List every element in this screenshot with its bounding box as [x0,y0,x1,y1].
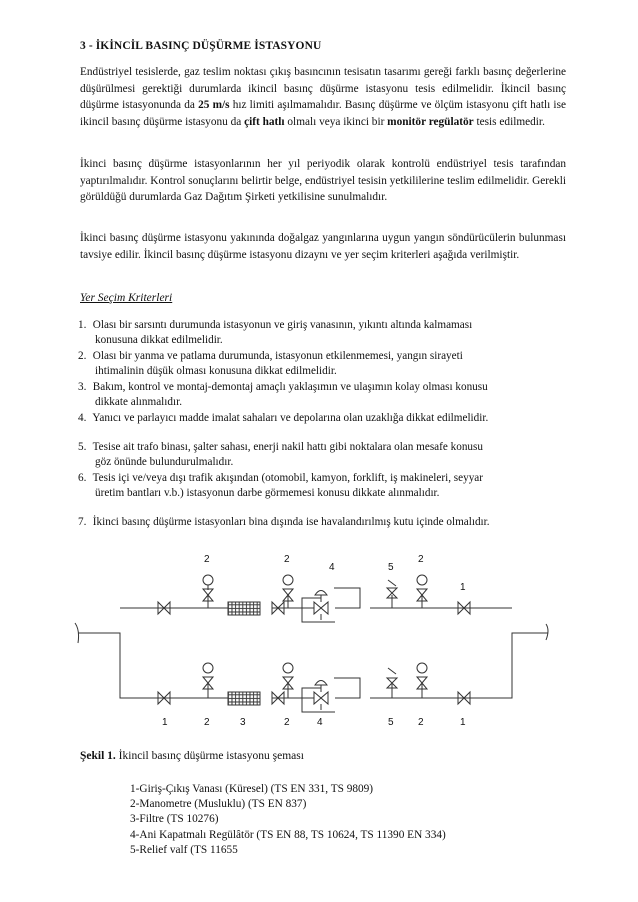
p1-bold-double-line: çift hatlı [244,115,285,128]
criterion-6 [78,471,566,501]
criterion-2 [78,349,566,379]
outlet-pipe [478,608,548,698]
inlet-pipe [75,608,158,698]
legend-item: 2-Manometre (Musluklu) (TS EN 837) [130,798,307,811]
bottom-label: 2 [418,717,424,728]
top-label: 2 [204,554,210,565]
top-label: 1 [460,582,466,593]
paragraph-2: İkinci basınç düşürme istasyonlarının her yıl periyodik olarak kontrolü endüstriyel tesis tarafından yaptırılmalıdır. Kontrol sonuçlarını belirtir belge, endüstriyel tesisin yetkililerine teslim edilmelidir. Gerekli görüldüğü durumlarda Gaz Dağıtım Şirketi yetkilisine sunulmalıdır. [80,158,566,204]
p1-bold-monitor: monitör regülatör [387,115,474,128]
criterion-text: Tesis içi ve/veya dışı trafik akışından (otomobil, kamyon, forklift, iş makineleri, seyyar [92,472,483,484]
criterion-7 [78,515,566,530]
bottom-line [158,663,478,712]
criterion-text-cont: ihtimalinin düşük olması konusuna dikkat edilmelidir. [95,365,337,378]
top-label: 4 [329,562,335,573]
criterion-1 [78,318,566,348]
criterion-number: 5. [78,441,87,453]
p1-text-4: tesis edilmedir. [473,115,545,128]
criterion-text: Bakım, kontrol ve montaj-demontaj amaçlı yaklaşımın ve ulaşımın kolay olması konusu [92,381,488,393]
figure-legend [130,782,446,858]
criterion-text-cont: göz önünde bulundurulmalıdır. [95,456,234,469]
filter-symbol [228,602,260,615]
legend-item: 3-Filtre (TS 10276) [130,813,219,826]
criterion-5 [78,440,566,470]
paragraph-1 [80,64,566,130]
criterion-text: Yanıcı ve parlayıcı madde imalat sahaları ve depolarına olan uzaklığa dikkat edilmelidir. [92,412,489,424]
figure-caption [80,750,304,762]
criterion-text: Tesise ait trafo binası, şalter sahası, enerji nakil hattı gibi noktalara olan mesafe konusu [92,441,483,453]
bottom-label: 1 [460,717,466,728]
criterion-text-cont: dikkate alınmalıdır. [95,396,182,409]
top-label: 2 [418,554,424,565]
criterion-number: 2. [78,350,87,362]
p1-text-1: Endüstriyel tesislerde, gaz teslim noktası çıkış basıncının tesisatın tasarımı gereği farklı basınç değerlerine düşürülmesi gerektiği durumlarda ikincil basınç düşürme istasyonu tesis edilmelidir. İkincil basınç düşürme istasyonunda da [80,66,566,112]
top-label: 2 [284,554,290,565]
bottom-label: 2 [204,717,210,728]
legend-item: 4-Ani Kapatmalı Regülâtör (TS EN 88, TS 10624, TS 11390 EN 334) [130,828,446,841]
criterion-4 [78,411,566,426]
bottom-label: 1 [162,717,168,728]
top-line [158,575,478,622]
bottom-label: 4 [317,717,323,728]
criterion-number: 3. [78,381,87,393]
station-schematic [70,540,570,740]
p1-text-2: hız limiti aşılmamalıdır. Basınç düşürme ve ölçüm istasyonu çift hatlı ise ikincil basınç düşürme istasyonu da [80,99,566,128]
criterion-number: 7. [78,516,87,528]
criterion-text: Olası bir sarsıntı durumunda istasyonun ve giriş vanasının, yıkıntı altında kalmaması [92,319,473,331]
criterion-3 [78,380,566,410]
criterion-number: 4. [78,412,87,424]
criterion-text: İkinci basınç düşürme istasyonları bina dışında ise havalandırılmış kutu içinde olmalıdır. [92,516,490,528]
criterion-text-cont: konusuna dikkat edilmelidir. [95,334,223,347]
p1-text-3: olmalı veya ikinci bir [284,115,388,128]
criterion-number: 6. [78,472,87,484]
p1-bold-speed: 25 m/s [198,99,230,112]
top-label: 5 [388,562,394,573]
criteria-subheading: Yer Seçim Kriterleri [80,292,173,304]
criterion-number: 1. [78,319,87,331]
bottom-label: 3 [240,717,246,728]
paragraph-3: İkinci basınç düşürme istasyonu yakınında doğalgaz yangınlarına uygun yangın söndürücülerin bulunması tavsiye edilir. İkincil basınç düşürme istasyonu dizaynı ve yer seçim kriterleri aşağıda verilmiştir. [80,232,566,261]
figure-number: Şekil 1. [80,750,116,762]
section-title: 3 - İKİNCİL BASINÇ DÜŞÜRME İSTASYONU [80,40,322,52]
criterion-text-cont: üretim bantları v.b.) istasyonun darbe görmemesi konusu dikkate alınmalıdır. [95,487,440,500]
bottom-label: 5 [388,717,394,728]
legend-item: 1-Giriş-Çıkış Vanası (Küresel) (TS EN 331, TS 9809) [130,783,374,795]
figure-caption-text: İkincil basınç düşürme istasyonu şeması [115,750,304,762]
legend-item: 5-Relief valf (TS 11655 [130,843,238,856]
criterion-text: Olası bir yanma ve patlama durumunda, istasyonun etkilenmemesi, yangın sirayeti [92,350,463,362]
bottom-label: 2 [284,717,290,728]
